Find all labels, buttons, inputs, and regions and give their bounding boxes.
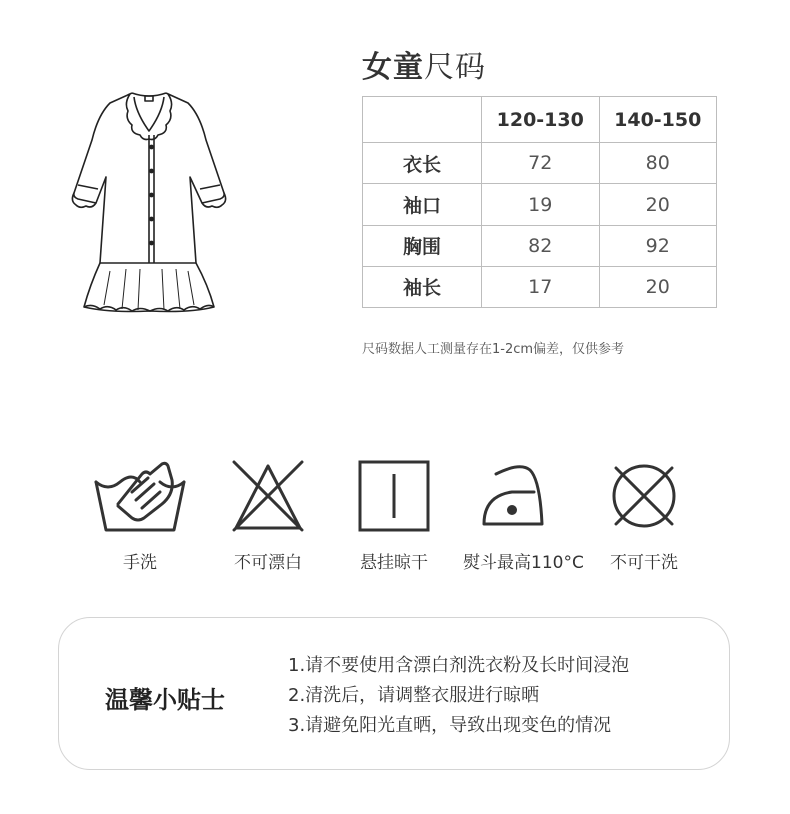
table-cell: 82 xyxy=(482,225,600,266)
row-label: 胸围 xyxy=(363,225,482,266)
care-label: 手洗 xyxy=(123,553,157,573)
table-header-cell xyxy=(363,97,482,143)
table-header-cell: 140-150 xyxy=(599,97,717,143)
care-item-no-dry-clean xyxy=(589,458,699,573)
care-item-hand-wash xyxy=(85,458,195,573)
measurement-note: 尺码数据人工测量存在1-2cm偏差，仅供参考 xyxy=(362,342,625,357)
tips-box xyxy=(58,617,730,770)
care-item-iron xyxy=(463,458,584,573)
table-cell: 92 xyxy=(599,225,717,266)
tip-item: 2.清洗后，请调整衣服进行晾晒 xyxy=(288,685,540,706)
care-label: 悬挂晾干 xyxy=(360,553,428,573)
table-cell: 17 xyxy=(482,266,600,307)
care-label: 不可漂白 xyxy=(234,553,302,573)
care-item-line-dry xyxy=(339,458,449,573)
table-cell: 19 xyxy=(482,184,600,225)
tips-list xyxy=(288,651,629,741)
table-row xyxy=(363,266,717,307)
page-title: 女童尺码 xyxy=(362,50,486,85)
row-label: 袖长 xyxy=(363,266,482,307)
care-label: 熨斗最高110°C xyxy=(463,553,584,573)
table-cell: 80 xyxy=(599,143,717,184)
tip-item: 3.请避免阳光直晒，导致出现变色的情况 xyxy=(288,715,612,736)
table-row xyxy=(363,225,717,266)
table-cell: 72 xyxy=(482,143,600,184)
hand-wash-icon xyxy=(92,458,188,534)
no-dry-clean-icon xyxy=(606,458,682,534)
no-bleach-icon xyxy=(230,458,306,534)
size-table xyxy=(362,96,717,308)
table-row xyxy=(363,184,717,225)
table-cell: 20 xyxy=(599,266,717,307)
tips-title: 温馨小贴士 xyxy=(105,686,225,714)
tip-item: 1.请不要使用含漂白剂洗衣粉及长时间浸泡 xyxy=(288,655,630,676)
table-header-cell: 120-130 xyxy=(482,97,600,143)
row-label: 衣长 xyxy=(363,143,482,184)
iron-icon xyxy=(478,458,558,534)
care-item-no-bleach xyxy=(213,458,323,573)
table-cell: 20 xyxy=(599,184,717,225)
dress-illustration xyxy=(70,85,260,320)
table-row xyxy=(363,143,717,184)
care-label: 不可干洗 xyxy=(610,553,678,573)
line-dry-icon xyxy=(356,458,432,534)
table-header-row xyxy=(363,97,717,143)
row-label: 袖口 xyxy=(363,184,482,225)
